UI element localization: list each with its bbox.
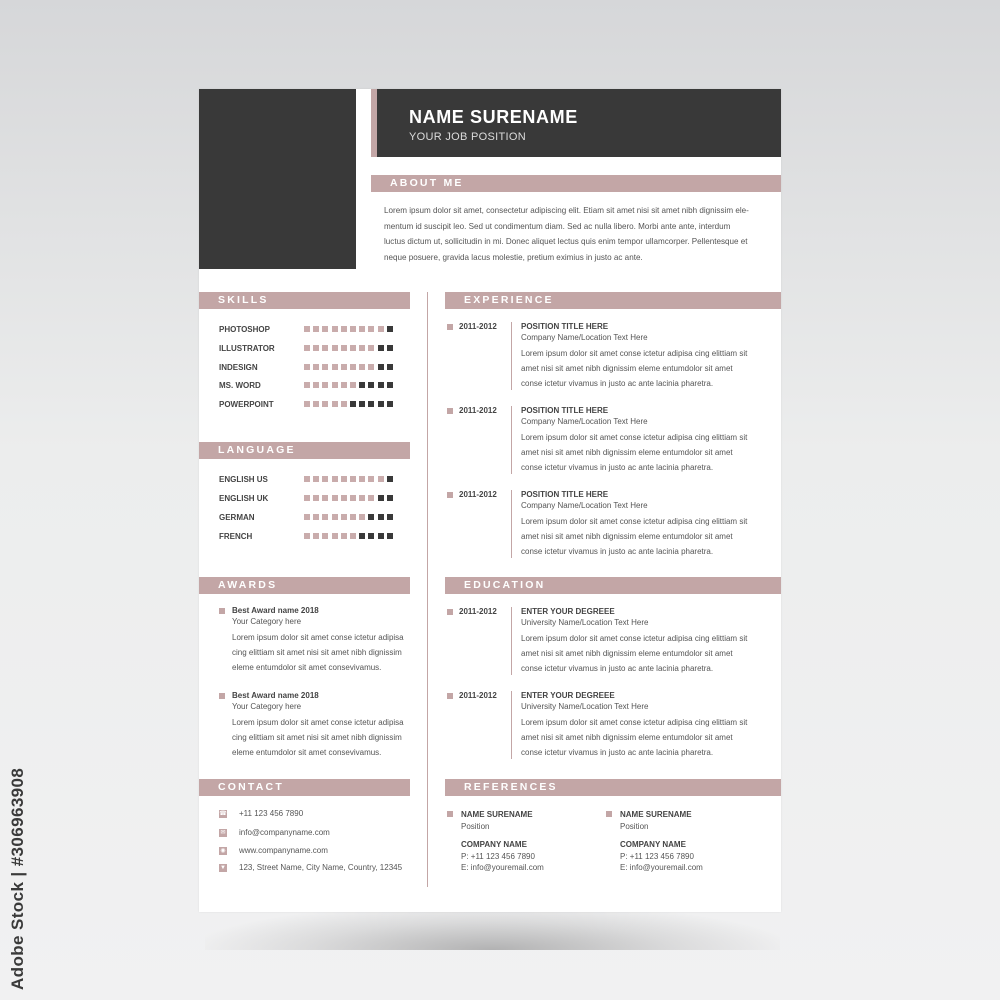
language-rating [304, 476, 393, 482]
skill-rating [304, 382, 393, 388]
experience-line: Lorem ipsum dolor sit amet conse ictetur adipisa cing elittiam sit [521, 433, 748, 442]
rating-square [313, 345, 319, 351]
award-line: cing elittiam sit amet nisi sit amet nibh dignissim [232, 648, 402, 657]
rating-square [387, 476, 393, 482]
language-row [219, 531, 409, 543]
rating-square [341, 514, 347, 520]
globe-icon: ◉ [220, 848, 226, 854]
bullet-square [447, 324, 453, 330]
language-label: ENGLISH US [219, 475, 268, 484]
reference-phone: P: +11 123 456 7890 [461, 851, 535, 861]
bullet-square [447, 811, 453, 817]
rating-square [359, 476, 365, 482]
rating-square [322, 476, 328, 482]
skill-label: INDESIGN [219, 363, 258, 372]
rating-square [304, 533, 310, 539]
language-label: FRENCH [219, 532, 253, 541]
rating-square [368, 533, 374, 539]
rating-square [322, 514, 328, 520]
rating-square [378, 345, 384, 351]
award-category: Your Category here [232, 617, 302, 626]
rating-square [378, 401, 384, 407]
rating-square [322, 382, 328, 388]
experience-description [521, 346, 757, 391]
rating-square [378, 476, 384, 482]
rating-square [359, 364, 365, 370]
rating-square [341, 364, 347, 370]
contact-phone-text: +11 123 456 7890 [239, 809, 304, 818]
rating-square [313, 495, 319, 501]
experience-item [447, 490, 757, 562]
language-row [219, 512, 409, 524]
rating-square [350, 514, 356, 520]
bullet-square [447, 609, 453, 615]
skill-rating [304, 326, 393, 332]
language-label: ENGLISH UK [219, 494, 269, 503]
education-description [521, 715, 757, 760]
language-row [219, 493, 409, 505]
language-row [219, 474, 409, 486]
language-rating [304, 514, 393, 520]
item-line [511, 490, 512, 558]
award-description [232, 715, 414, 760]
rating-square [304, 364, 310, 370]
rating-square [359, 345, 365, 351]
rating-square [313, 533, 319, 539]
experience-title: POSITION TITLE HERE [521, 322, 609, 331]
rating-square [378, 533, 384, 539]
contact-email-text: info@companyname.com [239, 828, 330, 837]
reference-email: E: info@youremail.com [461, 863, 544, 872]
rating-square [313, 476, 319, 482]
rating-square [387, 364, 393, 370]
about-text [384, 203, 754, 265]
rating-square [359, 514, 365, 520]
education-item [447, 691, 757, 763]
skill-label: POWERPOINT [219, 400, 274, 409]
bullet-square [447, 492, 453, 498]
rating-square [322, 364, 328, 370]
rating-square [378, 495, 384, 501]
bullet-square [606, 811, 612, 817]
section-contact-header: CONTACT [199, 779, 410, 796]
rating-square [359, 326, 365, 332]
experience-description [521, 514, 757, 559]
award-line: Lorem ipsum dolor sit amet conse ictetur adipisa [232, 633, 404, 642]
education-university: University Name/Location Text Here [521, 618, 649, 627]
rating-square [304, 495, 310, 501]
rating-square [387, 514, 393, 520]
rating-square [304, 401, 310, 407]
award-line: eleme entumdolor sit amet consevivamus. [232, 748, 382, 757]
experience-date: 2011-2012 [459, 322, 497, 331]
candidate-name: NAME SURENAME [409, 107, 578, 127]
about-line: mentum id suscipit leo. Sed ut condimentum diam. Sed ac nulla libero. Morbi ante ante, interdum [384, 221, 731, 231]
rating-square [304, 345, 310, 351]
award-line: Lorem ipsum dolor sit amet conse ictetur adipisa [232, 718, 404, 727]
rating-square [304, 382, 310, 388]
skill-row [219, 399, 409, 411]
item-line [511, 406, 512, 474]
rating-square [359, 382, 365, 388]
rating-square [304, 476, 310, 482]
reference-company: COMPANY NAME [620, 840, 686, 849]
resume-sheet [199, 89, 781, 912]
reference-position: Position [461, 821, 490, 831]
education-date: 2011-2012 [459, 607, 497, 616]
column-divider [427, 292, 428, 887]
award-line: cing elittiam sit amet nisi sit amet nibh dignissim [232, 733, 402, 742]
experience-line: conse ictetur vivamus in justo ac ante lacinia pharetra. [521, 463, 714, 472]
education-line: Lorem ipsum dolor sit amet conse ictetur adipisa cing elittiam sit [521, 634, 748, 643]
rating-square [387, 382, 393, 388]
education-line: Lorem ipsum dolor sit amet conse ictetur adipisa cing elittiam sit [521, 718, 748, 727]
experience-line: conse ictetur vivamus in justo ac ante lacinia pharetra. [521, 379, 714, 388]
mail-icon: ✉ [220, 830, 226, 836]
contact-address-text: 123, Street Name, City Name, Country, 12345 [239, 863, 403, 872]
language-label: GERMAN [219, 513, 255, 522]
reference-name: NAME SURENAME [620, 810, 692, 819]
bullet-square [447, 693, 453, 699]
language-rating [304, 495, 393, 501]
rating-square [368, 345, 374, 351]
rating-square [304, 514, 310, 520]
award-title: Best Award name 2018 [232, 606, 319, 615]
rating-square [313, 326, 319, 332]
rating-square [332, 364, 338, 370]
award-category: Your Category here [232, 702, 302, 711]
education-university: University Name/Location Text Here [521, 702, 649, 711]
award-item [219, 691, 414, 760]
rating-square [313, 514, 319, 520]
language-rating [304, 533, 393, 539]
reference-name: NAME SURENAME [461, 810, 533, 819]
item-line [511, 691, 512, 759]
experience-line: conse ictetur vivamus in justo ac ante lacinia pharetra. [521, 547, 714, 556]
rating-square [350, 533, 356, 539]
rating-square [378, 326, 384, 332]
rating-square [359, 401, 365, 407]
experience-description [521, 430, 757, 475]
experience-item [447, 406, 757, 478]
rating-square [368, 476, 374, 482]
location-icon: ▼ [220, 865, 226, 871]
rating-square [332, 533, 338, 539]
rating-square [313, 401, 319, 407]
section-awards-header: AWARDS [199, 577, 410, 594]
rating-square [332, 326, 338, 332]
rating-square [332, 495, 338, 501]
rating-square [341, 495, 347, 501]
rating-square [322, 401, 328, 407]
item-line [511, 322, 512, 390]
reference-phone: P: +11 123 456 7890 [620, 851, 694, 861]
skill-row [219, 362, 409, 374]
rating-square [341, 382, 347, 388]
experience-date: 2011-2012 [459, 406, 497, 415]
rating-square [304, 326, 310, 332]
award-title: Best Award name 2018 [232, 691, 319, 700]
rating-square [332, 476, 338, 482]
rating-square [341, 326, 347, 332]
experience-company: Company Name/Location Text Here [521, 333, 648, 342]
rating-square [368, 514, 374, 520]
rating-square [350, 401, 356, 407]
experience-line: Lorem ipsum dolor sit amet conse ictetur adipisa cing elittiam sit [521, 517, 748, 526]
award-description [232, 630, 414, 675]
photo-placeholder [199, 89, 356, 269]
reference-company: COMPANY NAME [461, 840, 527, 849]
skill-label: MS. WORD [219, 381, 261, 390]
rating-square [387, 495, 393, 501]
rating-square [341, 533, 347, 539]
rating-square [378, 364, 384, 370]
rating-square [332, 345, 338, 351]
skill-row [219, 343, 409, 355]
rating-square [332, 382, 338, 388]
phone-icon: ☎ [219, 811, 227, 817]
rating-square [378, 382, 384, 388]
job-position: YOUR JOB POSITION [409, 131, 526, 143]
rating-square [322, 345, 328, 351]
experience-line: amet nisi sit amet nibh dignissim eleme entumdolor sit amet [521, 448, 733, 457]
experience-company: Company Name/Location Text Here [521, 417, 648, 426]
rating-square [350, 364, 356, 370]
education-date: 2011-2012 [459, 691, 497, 700]
skill-row [219, 380, 409, 392]
header-bar [377, 89, 781, 157]
experience-title: POSITION TITLE HERE [521, 490, 609, 499]
skill-rating [304, 401, 393, 407]
rating-square [350, 326, 356, 332]
experience-date: 2011-2012 [459, 490, 497, 499]
rating-square [350, 382, 356, 388]
bullet-square [219, 693, 225, 699]
education-line: amet nisi sit amet nibh dignissim eleme entumdolor sit amet [521, 649, 733, 658]
rating-square [313, 364, 319, 370]
rating-square [322, 495, 328, 501]
reference-position: Position [620, 821, 649, 831]
rating-square [387, 401, 393, 407]
rating-square [313, 382, 319, 388]
rating-square [350, 345, 356, 351]
rating-square [368, 495, 374, 501]
rating-square [387, 326, 393, 332]
rating-square [368, 382, 374, 388]
rating-square [332, 514, 338, 520]
rating-square [368, 364, 374, 370]
education-description [521, 631, 757, 676]
reference-email: E: info@youremail.com [620, 863, 703, 872]
award-item [219, 606, 414, 675]
rating-square [378, 514, 384, 520]
section-references-header: REFERENCES [445, 779, 781, 796]
contact-web-text: www.companyname.com [239, 846, 328, 855]
rating-square [322, 326, 328, 332]
rating-square [341, 401, 347, 407]
about-line: Lorem ipsum dolor sit amet, consectetur adipiscing elit. Etiam sit amet nisi sit amet nibh dignissim ele- [384, 206, 749, 215]
skill-rating [304, 345, 393, 351]
section-education-header: EDUCATION [445, 577, 781, 594]
rating-square [332, 401, 338, 407]
skill-row [219, 324, 409, 336]
rating-square [368, 326, 374, 332]
section-skills-header: SKILLS [199, 292, 410, 309]
bullet-square [219, 608, 225, 614]
experience-line: Lorem ipsum dolor sit amet conse ictetur adipisa cing elittiam sit [521, 349, 748, 358]
rating-square [387, 533, 393, 539]
rating-square [341, 476, 347, 482]
education-line: conse ictetur vivamus in justo ac ante lacinia pharetra. [521, 748, 714, 757]
rating-square [341, 345, 347, 351]
item-line [511, 607, 512, 675]
rating-square [359, 495, 365, 501]
education-item [447, 607, 757, 679]
rating-square [387, 345, 393, 351]
skill-label: ILLUSTRATOR [219, 344, 275, 353]
rating-square [368, 401, 374, 407]
experience-item [447, 322, 757, 394]
about-line: neque posuere, gravida lacus molestie, pretium eximius in justo ac ante. [384, 252, 643, 262]
experience-line: amet nisi sit amet nibh dignissim eleme entumdolor sit amet [521, 532, 733, 541]
experience-company: Company Name/Location Text Here [521, 501, 648, 510]
experience-line: amet nisi sit amet nibh dignissim eleme entumdolor sit amet [521, 364, 733, 373]
rating-square [350, 495, 356, 501]
education-degree: ENTER YOUR DEGREEE [521, 607, 615, 616]
about-line: luctus dictum ut, sollicitudin in mi. Donec aliquet lectus quis enim tempor ullamcorper. Pellentesque et [384, 237, 748, 246]
rating-square [350, 476, 356, 482]
experience-title: POSITION TITLE HERE [521, 406, 609, 415]
rating-square [322, 533, 328, 539]
section-about-header: ABOUT ME [371, 175, 781, 192]
stock-id-watermark: Adobe Stock | #306963908 [8, 767, 27, 990]
education-line: amet nisi sit amet nibh dignissim eleme entumdolor sit amet [521, 733, 733, 742]
section-language-header: LANGUAGE [199, 442, 410, 459]
award-line: eleme entumdolor sit amet consevivamus. [232, 663, 382, 672]
bullet-square [447, 408, 453, 414]
education-line: conse ictetur vivamus in justo ac ante lacinia pharetra. [521, 664, 714, 673]
rating-square [359, 533, 365, 539]
education-degree: ENTER YOUR DEGREEE [521, 691, 615, 700]
skill-rating [304, 364, 393, 370]
skill-label: PHOTOSHOP [219, 325, 270, 334]
section-experience-header: EXPERIENCE [445, 292, 781, 309]
